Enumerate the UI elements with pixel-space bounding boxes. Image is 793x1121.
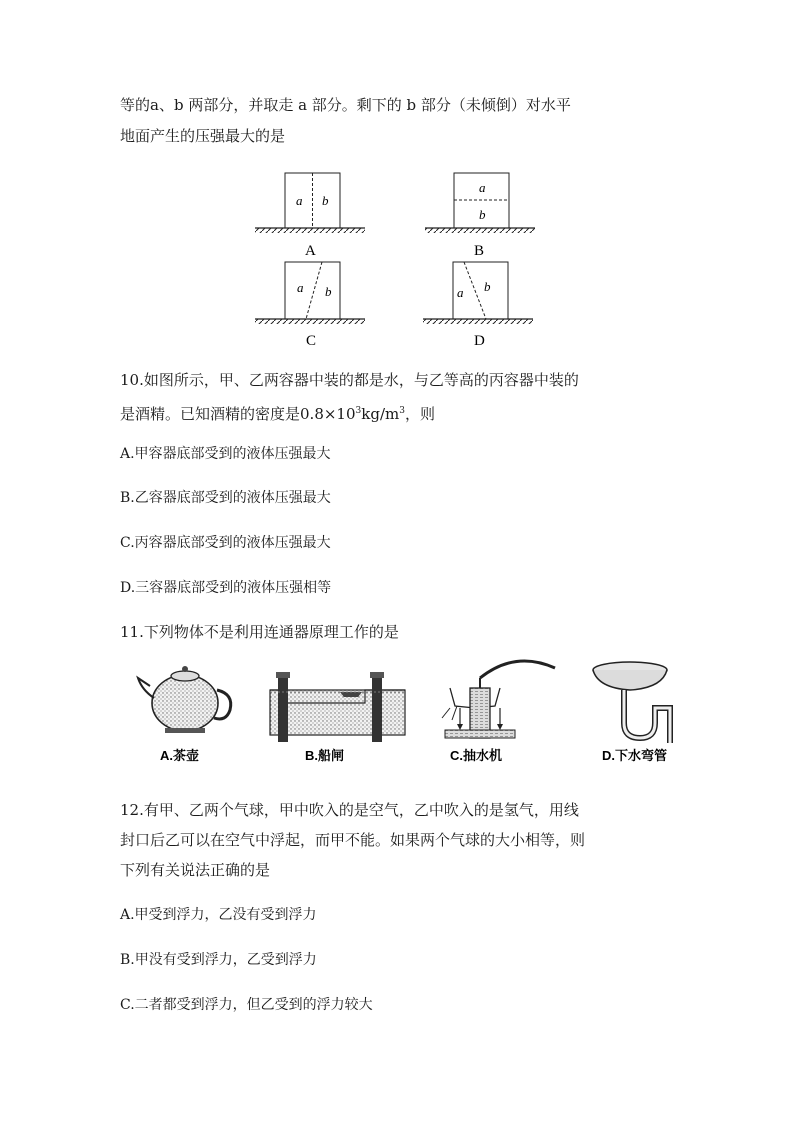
ship-lock-image <box>270 672 405 742</box>
q11-figures <box>130 648 690 773</box>
figure-c-part-b: b <box>325 284 332 299</box>
q10-stem-line1: 10.如图所示，甲、乙两容器中装的都是水，与乙等高的丙容器中装的 <box>120 371 579 389</box>
q10-option-c: C.丙容器底部受到的液体压强最大 <box>120 535 331 551</box>
q10-option-a: A.甲容器底部受到的液体压强最大 <box>120 446 331 462</box>
q10-option-b: B.乙容器底部受到的液体压强最大 <box>120 490 331 506</box>
figure-b <box>425 173 535 259</box>
teapot-image <box>138 666 231 733</box>
figure-c-part-a: a <box>297 280 304 295</box>
figure-d <box>423 262 533 349</box>
q12-option-b: B.甲没有受到浮力，乙受到浮力 <box>120 952 317 968</box>
q12-option-a: A.甲受到浮力，乙没有受到浮力 <box>120 907 317 923</box>
figure-a-caption: A <box>305 243 316 259</box>
q9-figures <box>250 165 550 350</box>
figure-a-part-b: b <box>322 193 329 208</box>
figure-c <box>255 262 365 349</box>
q12-option-c: C.二者都受到浮力，但乙受到的浮力较大 <box>120 997 373 1013</box>
figure-a-part-a: a <box>296 193 303 208</box>
q10-option-d: D.三容器底部受到的液体压强相等 <box>120 580 332 596</box>
caption-teapot: A.茶壶 <box>160 748 200 763</box>
figure-b-caption: B <box>474 243 485 259</box>
caption-drain-trap: D.下水弯管 <box>602 748 668 763</box>
q12-stem-line1: 12.有甲、乙两个气球，甲中吹入的是空气，乙中吹入的是氢气，用线 <box>120 801 579 819</box>
q12-stem-line3: 下列有关说法正确的是 <box>120 861 271 879</box>
q11-stem: 11.下列物体不是利用连通器原理工作的是 <box>120 623 399 641</box>
water-pump-image <box>442 661 555 738</box>
figure-a <box>255 173 365 259</box>
caption-ship-lock: B.船闸 <box>305 748 345 763</box>
q10-stem-line2: 是酒精。已知酒精的密度是$0.8\times 10^3kg/m^3$，则 <box>120 405 435 423</box>
figure-d-part-b: b <box>484 279 491 294</box>
figure-d-part-a: a <box>457 285 464 300</box>
caption-water-pump: C.抽水机 <box>450 748 503 763</box>
figure-d-caption: D <box>474 333 485 349</box>
figure-b-part-b: b <box>479 207 486 222</box>
q12-stem-line2: 封口后乙可以在空气中浮起，而甲不能。如果两个气球的大小相等，则 <box>120 831 586 849</box>
figure-b-part-a: a <box>479 180 486 195</box>
drain-trap-image <box>593 662 670 743</box>
q9-stem-line2: 地面产生的压强最大的是 <box>120 127 286 145</box>
q9-stem-line1: 等的a、b 两部分，并取走 a 部分。剩下的 b 部分（未倾倒）对水平 <box>120 96 571 114</box>
figure-c-caption: C <box>306 333 317 349</box>
